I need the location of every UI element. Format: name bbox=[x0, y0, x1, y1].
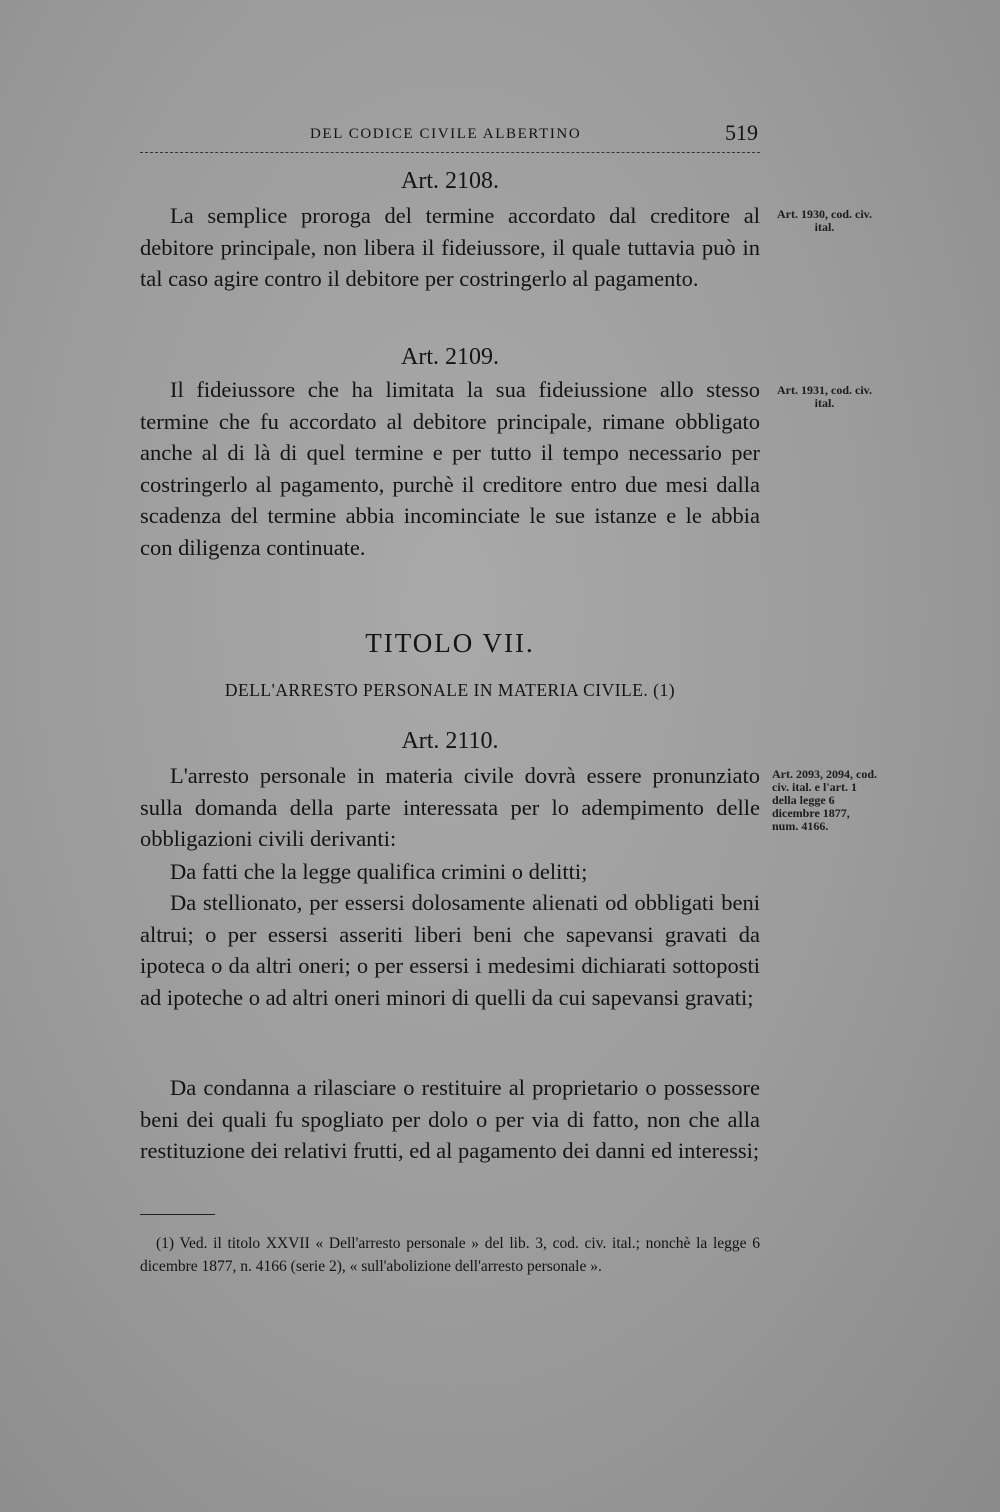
article-paragraph: Da condanna a rilasciare o restituire al proprietario o possessore beni dei quali fu spogliato per dolo o per via di fatto, non che alla restituzione dei relativi frutti, ed al pagamento dei danni ed interessi; bbox=[140, 1075, 760, 1163]
article-heading-2110: Art. 2110. bbox=[401, 728, 499, 754]
article-paragraph: L'arresto personale in materia civile dovrà essere pronunziato sulla domanda della parte interessata per lo adempimento delle obbligazioni civili derivanti: bbox=[140, 763, 760, 851]
article-text-2109: Il fideiussore che ha limitata la sua fideiussione allo stesso termine che fu accordato al debitore principale, rimane obbligato anche al di là di quel termine e per tutto il tempo necessario per costringerlo al pagamento, purchè il creditore entro due mesi dalla scadenza del termine abbia incominciate le sue istanze e le abbia con diligenza continuate. bbox=[140, 377, 760, 560]
marginal-note-2108: Art. 1930, cod. civ. ital. bbox=[777, 207, 872, 234]
article-heading-2109: Art. 2109. bbox=[401, 344, 499, 370]
footnote-rule bbox=[140, 1214, 215, 1215]
page-number: 519 bbox=[725, 120, 758, 145]
article-text-2108: La semplice proroga del termine accordato dal creditore al debitore principale, non libera il fideiussore, il quale tuttavia può in tal caso agire contro il debitore per costringerlo al pagamento. bbox=[140, 203, 760, 291]
footnote: (1) Ved. il titolo XXVII « Dell'arresto personale » del lib. 3, cod. civ. ital.; nonchè la legge 6 dicembre 1877, n. 4166 (serie 2), « sull'abolizione dell'arresto personale ». bbox=[140, 1235, 760, 1275]
article-heading-2108: Art. 2108. bbox=[401, 168, 499, 194]
page-header bbox=[140, 118, 760, 153]
marginal-note-2110: Art. 2093, 2094, cod. civ. ital. e l'art. 1 della legge 6 dicembre 1877, num. 4166. bbox=[772, 767, 877, 833]
title-subtitle: DELL'ARRESTO PERSONALE IN MATERIA CIVILE. (1) bbox=[224, 680, 676, 700]
running-title: DEL CODICE CIVILE ALBERTINO bbox=[310, 126, 582, 142]
article-paragraph: Da fatti che la legge qualifica crimini o delitti; bbox=[170, 859, 588, 884]
article-paragraph: Da stellionato, per essersi dolosamente alienati od obbligati beni altrui; o per essersi asseriti liberi beni che sapevansi gravati da ipoteca o da altri oneri; o per essersi i medesimi dichiarati sottoposti ad ipoteche o ad altri oneri minori di quelli da cui sapevansi gravati; bbox=[140, 890, 760, 1010]
title-heading: TITOLO VII. bbox=[365, 628, 535, 658]
marginal-note-2109: Art. 1931, cod. civ. ital. bbox=[777, 383, 872, 410]
